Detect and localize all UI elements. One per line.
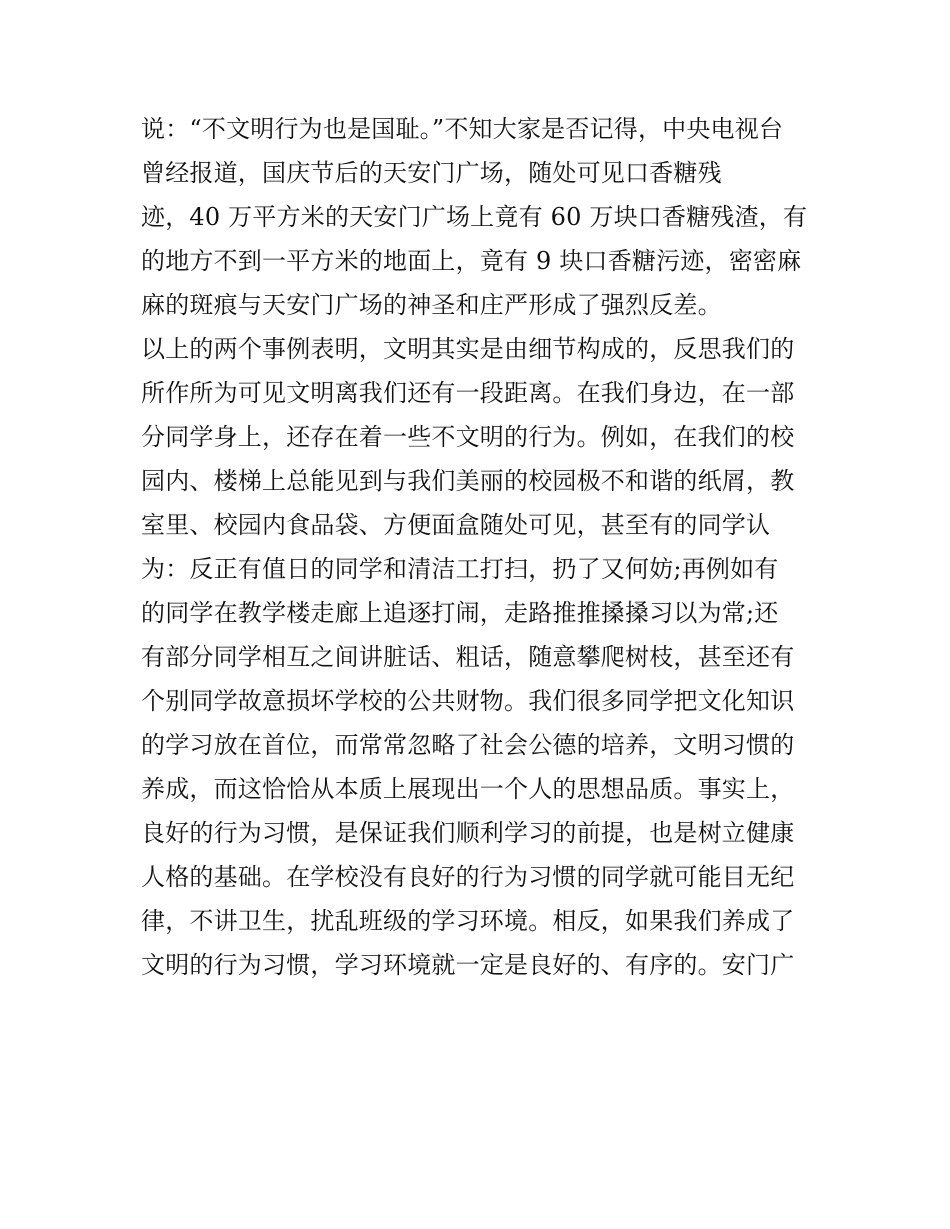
text-line: 养成，而这恰恰从本质上展现出一个人的思想品质。事实上， xyxy=(141,775,795,803)
text-line: 良好的行为习惯，是保证我们顺利学习的前提，也是树立健康 xyxy=(141,819,795,847)
text-line: 个别同学故意损坏学校的公共财物。我们很多同学把文化知识 xyxy=(141,687,795,715)
text-line: 的学习放在首位，而常常忽略了社会公德的培养，文明习惯的 xyxy=(141,731,795,759)
text-line: 室里、校园内食品袋、方便面盒随处可见，甚至有的同学认 xyxy=(141,511,771,539)
text-line: 说：“不文明行为也是国耻。”不知大家是否记得，中央电视台 xyxy=(141,115,784,143)
text-line: 有部分同学相互之间讲脏话、粗话，随意攀爬树枝，甚至还有 xyxy=(141,643,795,671)
text-line: 的同学在教学楼走廊上追逐打闹，走路推推搡搡习以为常;还 xyxy=(141,599,779,627)
text-line: 园内、楼梯上总能见到与我们美丽的校园极不和谐的纸屑，教 xyxy=(141,467,795,495)
body-text xyxy=(141,107,821,987)
text-line: 曾经报道，国庆节后的天安门广场，随处可见口香糖残 xyxy=(141,159,722,187)
text-line: 的地方不到一平方米的地面上，竟有 9 块口香糖污迹，密密麻 xyxy=(141,247,802,275)
text-line: 麻的斑痕与天安门广场的神圣和庄严形成了强烈反差。 xyxy=(141,291,722,319)
text-line: 以上的两个事例表明，文明其实是由细节构成的，反思我们的 xyxy=(141,335,795,363)
text-line: 文明的行为习惯，学习环境就一定是良好的、有序的。安门广 xyxy=(141,951,795,979)
text-line: 为：反正有值日的同学和清洁工打扫，扔了又何妨;再例如有 xyxy=(141,555,779,583)
text-line: 人格的基础。在学校没有良好的行为习惯的同学就可能目无纪 xyxy=(141,863,795,891)
text-line: 迹，40 万平方米的天安门广场上竟有 60 万块口香糖残渣，有 xyxy=(141,203,808,231)
text-line: 律，不讲卫生，扰乱班级的学习环境。相反，如果我们养成了 xyxy=(141,907,795,935)
text-line: 所作所为可见文明离我们还有一段距离。在我们身边，在一部 xyxy=(141,379,795,407)
text-line: 分同学身上，还存在着一些不文明的行为。例如，在我们的校 xyxy=(141,423,795,451)
